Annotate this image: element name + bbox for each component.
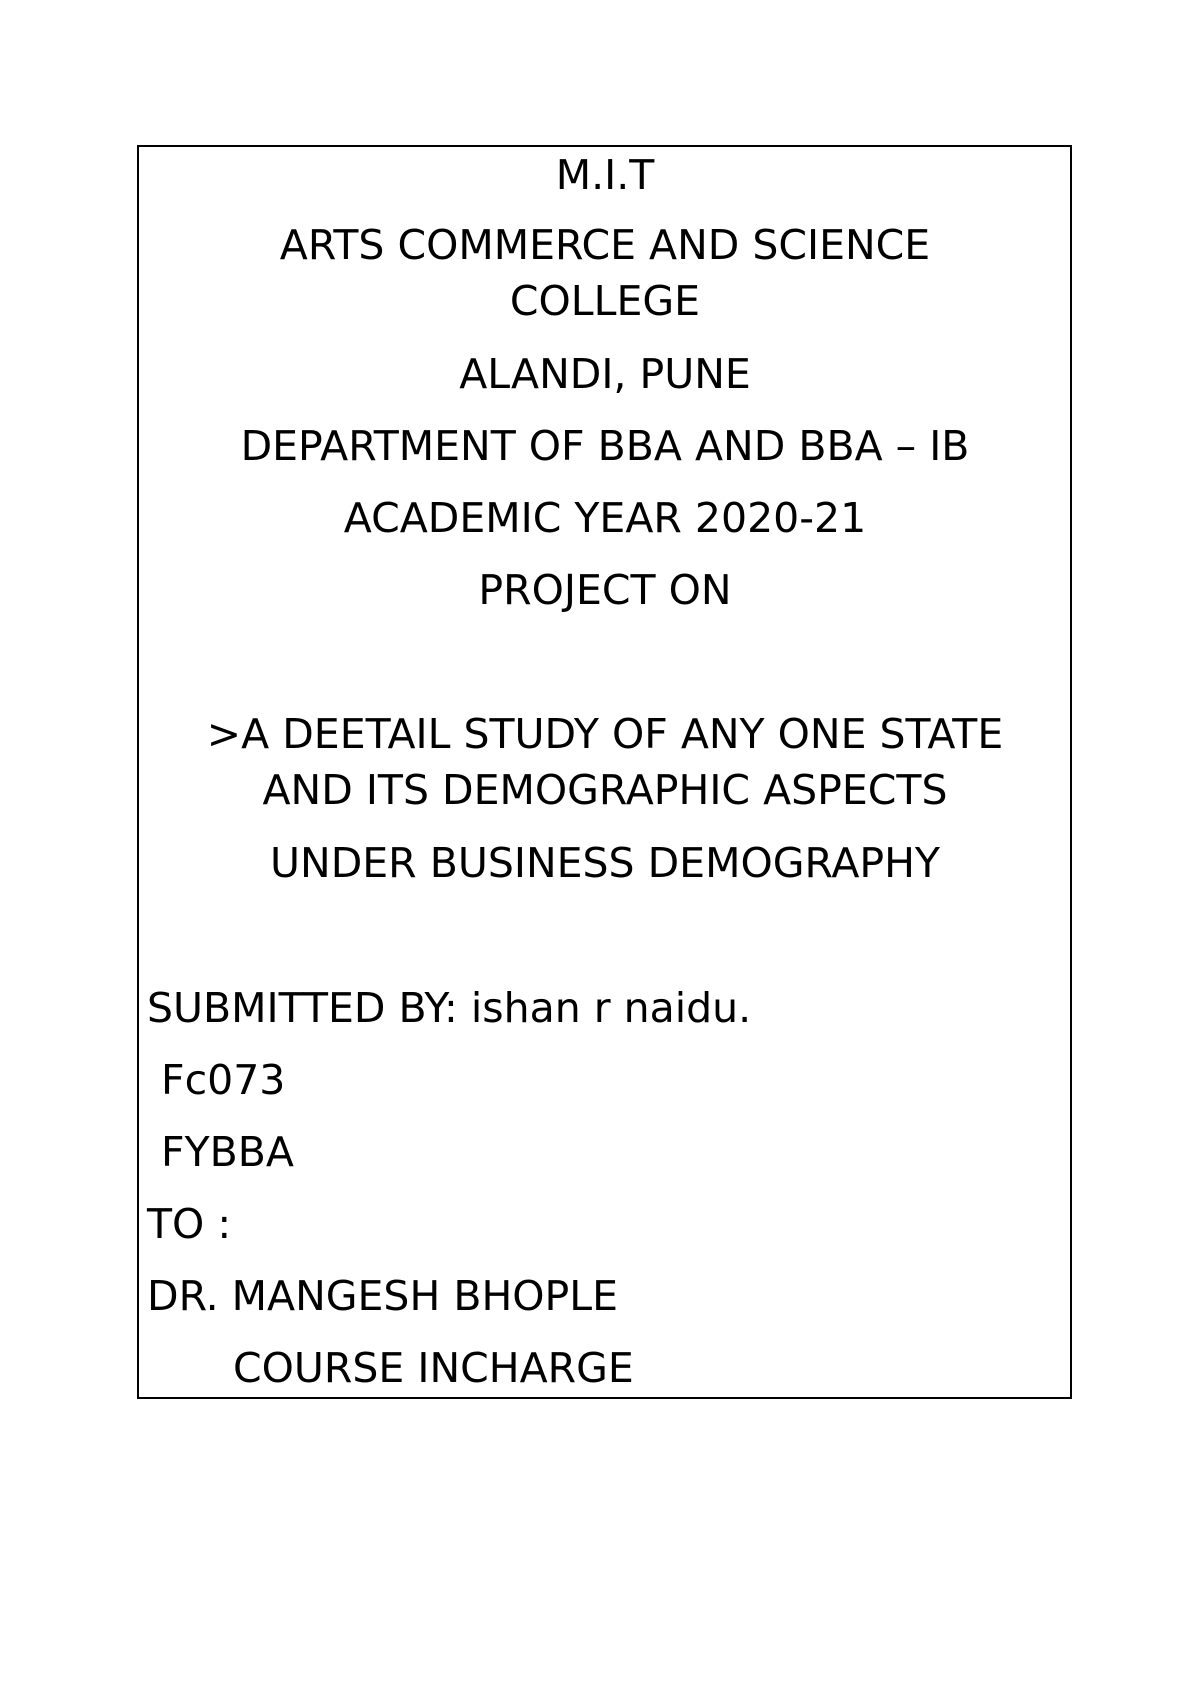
submitted-by: SUBMITTED BY: ishan r naidu. <box>147 984 752 1032</box>
institution-name: M.I.T <box>555 151 655 199</box>
college-name-line2: COLLEGE <box>509 277 701 325</box>
roll-number: Fc073 <box>161 1056 286 1104</box>
guide-name: DR. MANGESH BHOPLE <box>147 1272 619 1320</box>
academic-year: ACADEMIC YEAR 2020-21 <box>343 494 867 542</box>
project-topic-line2: AND ITS DEMOGRAPHIC ASPECTS <box>262 766 948 814</box>
guide-role: COURSE INCHARGE <box>233 1344 634 1392</box>
submitted-to-label: TO : <box>147 1200 232 1248</box>
project-on-heading: PROJECT ON <box>478 566 732 614</box>
project-topic-line3: UNDER BUSINESS DEMOGRAPHY <box>270 839 940 887</box>
college-name-line1: ARTS COMMERCE AND SCIENCE <box>279 221 931 269</box>
department-name: DEPARTMENT OF BBA AND BBA – IB <box>240 422 970 470</box>
college-location: ALANDI, PUNE <box>459 350 751 398</box>
project-topic-line1: >A DEETAIL STUDY OF ANY ONE STATE <box>206 710 1004 758</box>
class-name: FYBBA <box>161 1128 294 1176</box>
